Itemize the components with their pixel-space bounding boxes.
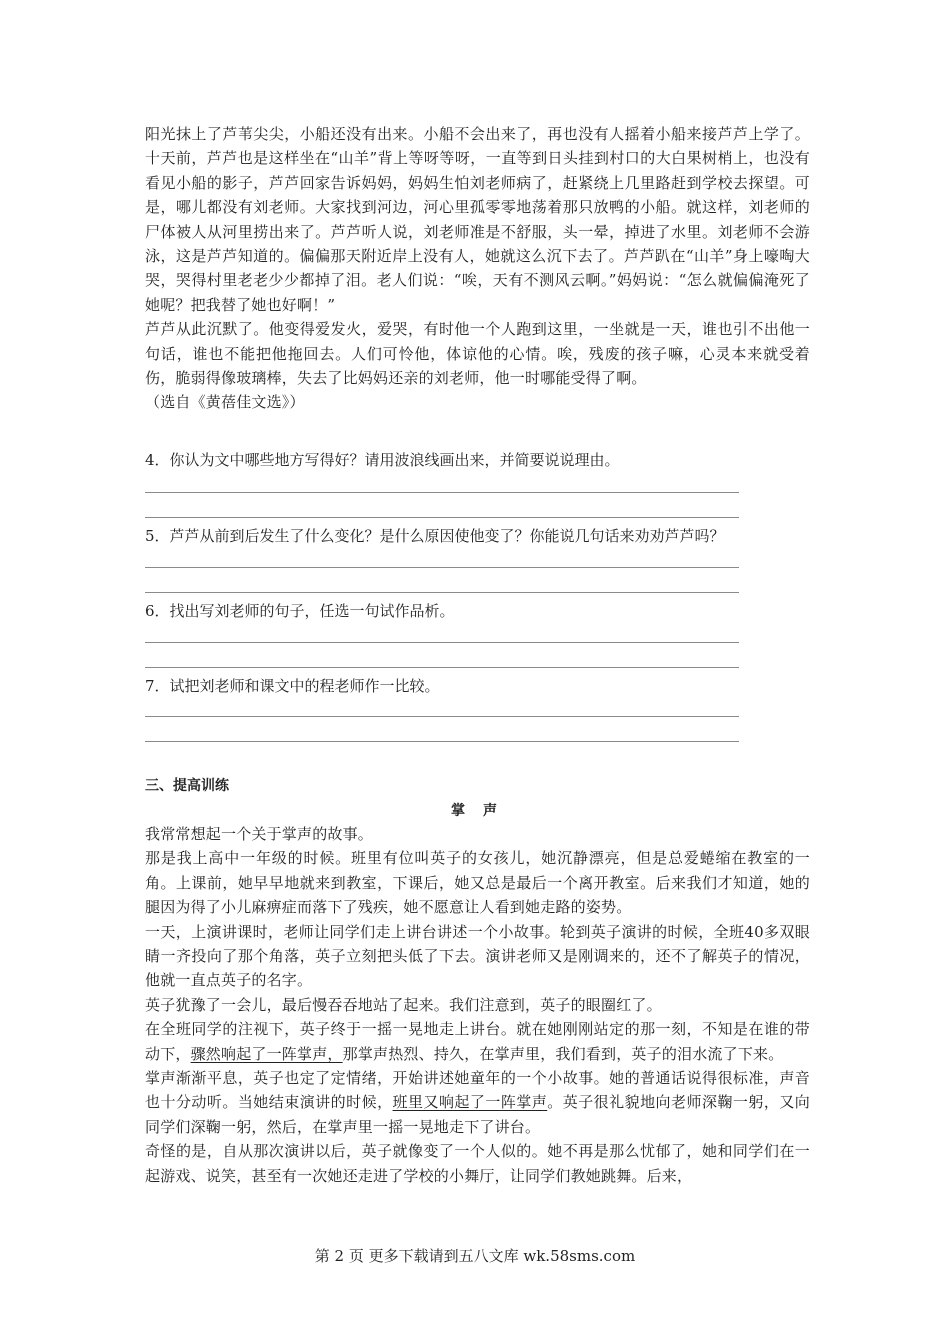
article-paragraph: 英子犹豫了一会儿，最后慢吞吞地站了起来。我们注意到，英子的眼圈红了。	[145, 995, 662, 1014]
passage-source: （选自《黄蓓佳文选》）	[145, 393, 305, 412]
article-body	[145, 822, 810, 1188]
underlined-phrase: 班里又响起了一阵掌声	[392, 1093, 548, 1112]
article-paragraph: 那是我上高中一年级的时候。班里有位叫英子的女孩儿，她沉静漂亮，但是总爱蜷缩在教室的一角。上课前，她早早地就来到教室，下课后，她又总是最后一个离开教室。后来我们才知道，她的腿因为得了小儿麻痹症而落下了残疾，她不愿意让人看到她走路的姿势。	[145, 849, 810, 917]
article-paragraph	[145, 1066, 810, 1139]
answer-line[interactable]	[145, 592, 739, 593]
answer-line[interactable]	[145, 517, 739, 518]
article-paragraph	[145, 1017, 810, 1066]
answer-line[interactable]	[145, 741, 739, 742]
question-7: 7．试把刘老师和课文中的程老师作一比较。	[145, 677, 440, 695]
answer-line[interactable]	[145, 716, 739, 717]
answer-line[interactable]	[145, 667, 739, 668]
question-6: 6．找出写刘老师的句子，任选一句试作品析。	[145, 602, 455, 620]
article-paragraph: 一天，上演讲课时，老师让同学们走上讲台讲述一个小故事。轮到英子演讲的时候，全班40多双眼睛一齐投向了那个角落，英子立刻把头低了下去。演讲老师又是刚调来的，还不了解英子的情况，他就一直点英子的名字。	[145, 922, 810, 990]
article-paragraph: 奇怪的是，自从那次演讲以后，英子就像变了一个人似的。她不再是那么忧郁了，她和同学们在一起游戏、说笑，甚至有一次她还走进了学校的小舞厅，让同学们教她跳舞。后来，	[145, 1142, 810, 1185]
section-heading: 三、提高训练	[145, 778, 229, 794]
article-title: 掌 声	[451, 803, 499, 819]
text-run: 那掌声热烈、持久，在掌声里，我们看到，英子的泪水流了下来。	[342, 1044, 784, 1063]
page-footer: 第 2 页 更多下载请到五八文库 wk.58sms.com	[314, 1247, 636, 1265]
passage-paragraph-2: 芦芦从此沉默了。他变得爱发火，爱哭，有时他一个人跑到这里，一坐就是一天，谁也引不出他一句话，谁也不能把他拖回去。人们可怜他，体谅他的心情。唉，残废的孩子嘛，心灵本来就受着伤，脆弱得像玻璃棒，失去了比妈妈还亲的刘老师，他一时哪能受得了啊。	[145, 320, 810, 388]
answer-line[interactable]	[145, 492, 739, 493]
text-run: 。英子很礼貌地向老师深鞠一躬，又向同学们深鞠一躬，然后，在掌声里一摇一晃地走下了讲台。	[145, 1093, 811, 1136]
passage-continued	[145, 122, 810, 415]
answer-line[interactable]	[145, 642, 739, 643]
answer-line[interactable]	[145, 567, 739, 568]
article-paragraph: 我常常想起一个关于掌声的故事。	[145, 825, 374, 843]
question-4: 4．你认为文中哪些地方写得好？请用波浪线画出来，并简要说说理由。	[145, 451, 620, 469]
question-5: 5．芦芦从前到后发生了什么变化？是什么原因使他变了？你能说几句话来劝劝芦芦吗？	[145, 527, 725, 545]
text-run: 在全班同学的注视下，英子终于一摇一晃地走上讲台。就在她刚刚站定的那一刻，不知是在谁的带动下，	[145, 1020, 810, 1063]
passage-paragraph-1: 阳光抹上了芦苇尖尖，小船还没有出来。小船不会出来了，再也没有人摇着小船来接芦芦上学了。十天前，芦芦也是这样坐在“山羊”背上等呀等呀，一直等到日头挂到村口的大白果树梢上，也没有看见小船的影子，芦芦回家告诉妈妈，妈妈生怕刘老师病了，赶紧绕上几里路赶到学校去探望。可是，哪儿都没有刘老师。大家找到河边，河心里孤零零地荡着那只放鸭的小船。就这样，刘老师的尸体被人从河里捞出来了。芦芦听人说，刘老师准是不舒服，头一晕，掉进了水里。刘老师不会游泳，这是芦芦知道的。偏偏那天附近岸上没有人，她就这么沉下去了。芦芦趴在“山羊”身上嚎啕大哭，哭得村里老老少少都掉了泪。老人们说：“唉，天有不测风云啊。”妈妈说：“怎么就偏偏淹死了她呢？把我替了她也好啊！”	[145, 125, 810, 314]
underlined-phrase: 骤然响起了一阵掌声，	[190, 1044, 343, 1063]
text-run: 掌声渐渐平息，英子也定了定情绪，开始讲述她童年的一个小故事。她的普通话说得很标准，声音也十分动听。当她结束演讲的时候，	[145, 1069, 810, 1112]
